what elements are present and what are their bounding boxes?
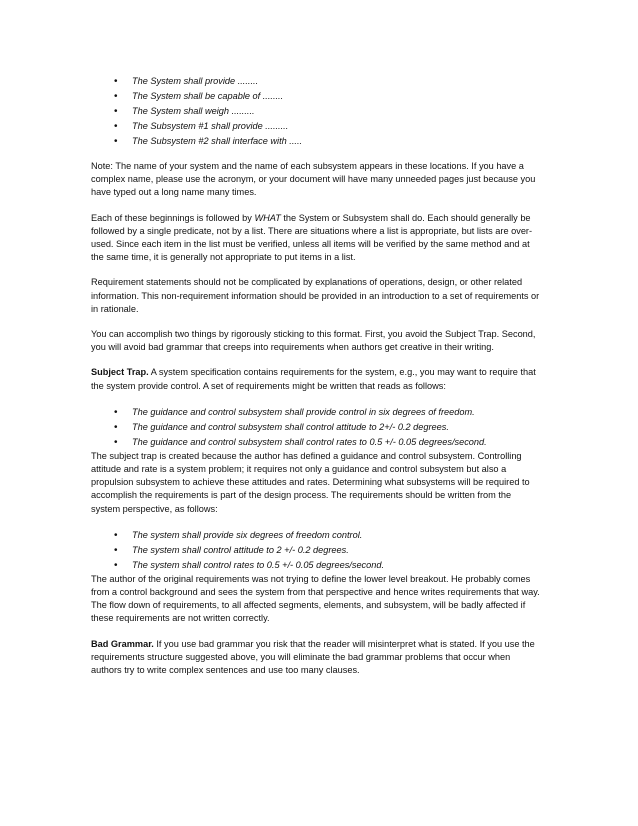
list-item: • The system shall control attitude to 2 +/- 0.2 degrees. (114, 544, 349, 556)
bullet-icon: • (114, 421, 118, 433)
bullet-icon: • (114, 91, 118, 102)
what-emphasis: WHAT (254, 212, 281, 223)
document-page (91, 74, 541, 689)
trap-bullet-list (91, 405, 541, 450)
system-bullet-list (91, 528, 541, 573)
bad-grammar-paragraph: Bad Grammar. If you use bad grammar you risk that the reader will misinterpret what is stated. If you use the requirements structure suggested above, you will eliminate the bad grammar problems that occur when authors try to write complex sentences and use too many clauses. (91, 638, 535, 676)
accomplish-paragraph: You can accomplish two things by rigorously sticking to this format. First, you avoid the Subject Trap. Second, you will avoid bad grammar that creeps into requirements when authors get creative in their writing. (91, 329, 536, 353)
bullet-icon: • (114, 544, 118, 556)
list-item: • The System shall provide ........ (114, 76, 259, 87)
bullet-icon: • (114, 406, 118, 418)
each-paragraph: Each of these beginnings is followed by WHAT the System or Subsystem shall do. Each should generally be followed by a single predicate, not by a list. There are situations where a list is appropriate, but lists are over-used. Since each item in the list must be verified, unless all items will be verified by the same method and at the same time, it is generally not appropriate to put items in a list. (91, 212, 533, 263)
bullet-icon: • (114, 529, 118, 541)
bad-grammar-heading: Bad Grammar. (91, 638, 154, 649)
requirement-paragraph: Requirement statements should not be complicated by explanations of operations, design, or other related information. This non-requirement information should be provided in an introduction to a set of requirements or in rationale. (91, 277, 540, 314)
bullet-icon: • (114, 106, 118, 117)
list-item: • The Subsystem #1 shall provide ......... (114, 121, 289, 132)
subject-trap-heading: Subject Trap. (91, 367, 149, 378)
subject-trap-paragraph: Subject Trap. A system specification contains requirements for the system, e.g., you may want to require that the system provide control. A set of requirements might be written that reads as follows: (91, 367, 536, 391)
list-item: • The guidance and control subsystem shall control attitude to 2+/- 0.2 degrees. (114, 421, 449, 433)
bullet-icon: • (114, 436, 118, 448)
list-item: • The guidance and control subsystem shall provide control in six degrees of freedom. (114, 406, 475, 418)
list-item: • The Subsystem #2 shall interface with ..... (114, 136, 303, 147)
bullet-icon: • (114, 136, 118, 147)
bullet-icon: • (114, 76, 118, 87)
bullet-icon: • (114, 121, 118, 132)
list-item: • The system shall provide six degrees of freedom control. (114, 529, 363, 541)
intro-bullet-list (91, 74, 541, 149)
list-item: • The System shall be capable of ........ (114, 91, 284, 102)
author-paragraph: The author of the original requirements was not trying to define the lower level breakout. He probably comes from a control background and sees the system from that perspective and hence writes requirements that way. The flow down of requirements, to all affected segments, elements, and subsystem, will be badly affected if these requirements are not written correctly. (91, 573, 540, 624)
note-paragraph: Note: The name of your system and the name of each subsystem appears in these locations. If you have a complex name, please use the acronym, or your document will have many unneeded pages just because you have typed out a long name many times. (91, 161, 536, 198)
bullet-icon: • (114, 559, 118, 571)
list-item: • The system shall control rates to 0.5 +/- 0.05 degrees/second. (114, 559, 385, 571)
list-item: • The guidance and control subsystem shall control rates to 0.5 +/- 0.05 degrees/second. (114, 436, 487, 448)
trap-created-paragraph: The subject trap is created because the author has defined a guidance and control subsystem. Controlling attitude and rate is a system problem; it requires not only a guidance and control subsystem but also a propulsion subsystem to achieve these attitudes and rates. Determining what subsystems will be required to accomplish the requirements is part of the design process. The requirements should be written from the system perspective, as follows: (91, 450, 530, 514)
list-item: • The System shall weigh ......... (114, 106, 255, 117)
